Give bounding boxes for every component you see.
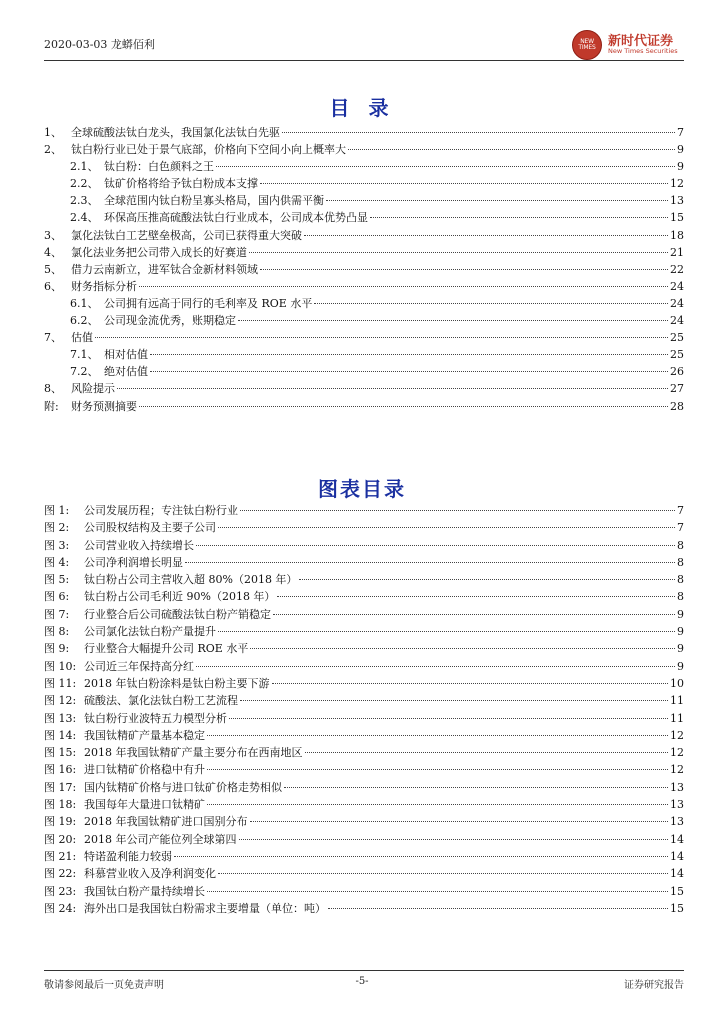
- entry-leader: [305, 752, 669, 753]
- figure-entry[interactable]: [44, 744, 684, 761]
- entry-leader: [207, 891, 668, 892]
- figure-entry[interactable]: [44, 883, 684, 900]
- entry-label: 氯化法业务把公司带入成长的好赛道: [71, 245, 247, 259]
- entry-number: 图 4:: [44, 555, 70, 569]
- toc-entry[interactable]: [44, 158, 684, 175]
- entry-label: 2018 年钛白粉涂料是钛白粉主要下游: [84, 676, 270, 690]
- entry-number: 图 11:: [44, 676, 77, 690]
- entry-page: 14: [670, 867, 684, 881]
- entry-label: 财务指标分析: [71, 279, 137, 293]
- entry-number: 图 24:: [44, 901, 77, 915]
- entry-number: 6.2、: [70, 314, 99, 328]
- entry-page: 24: [670, 314, 684, 328]
- entry-number: 6.1、: [70, 296, 99, 310]
- entry-leader: [239, 839, 669, 840]
- header-divider: [44, 60, 684, 61]
- entry-label: 公司净利润增长明显: [84, 555, 183, 569]
- entry-number: 8、: [44, 382, 62, 396]
- entry-leader: [174, 856, 668, 857]
- entry-page: 9: [677, 659, 684, 673]
- toc-entry[interactable]: [44, 124, 684, 141]
- entry-label: 公司股权结构及主要子公司: [84, 521, 216, 535]
- entry-label: 钛白粉占公司主营收入超 80%（2018 年）: [84, 573, 298, 587]
- entry-leader: [260, 183, 668, 184]
- entry-number: 图 18:: [44, 798, 77, 812]
- entry-label: 国内钛精矿价格与进口钛矿价格走势相似: [84, 780, 282, 794]
- entry-number: 图 10:: [44, 659, 77, 673]
- entry-number: 7.1、: [70, 348, 99, 362]
- entry-label: 绝对估值: [104, 365, 148, 379]
- entry-label: 2018 年我国钛精矿进口国别分布: [84, 815, 248, 829]
- toc-entry[interactable]: [44, 209, 684, 226]
- toc-entry[interactable]: [44, 295, 684, 312]
- figure-entry[interactable]: [44, 554, 684, 571]
- entry-leader: [370, 217, 668, 218]
- entry-number: 7.2、: [70, 365, 99, 379]
- entry-label: 硫酸法、氯化法钛白粉工艺流程: [84, 694, 238, 708]
- entry-leader: [260, 269, 668, 270]
- entry-page: 14: [670, 832, 684, 846]
- entry-label: 2018 年我国钛精矿产量主要分布在西南地区: [84, 746, 303, 760]
- entry-leader: [150, 371, 668, 372]
- entry-label: 我国钛白粉产量持续增长: [84, 884, 205, 898]
- toc-entry[interactable]: [44, 244, 684, 261]
- figure-entry[interactable]: [44, 727, 684, 744]
- entry-number: 图 19:: [44, 815, 77, 829]
- entry-label: 特诺盈利能力较弱: [84, 849, 172, 863]
- entry-leader: [314, 303, 668, 304]
- entry-leader: [150, 354, 668, 355]
- entry-number: 图 22:: [44, 867, 77, 881]
- entry-label: 相对估值: [104, 348, 148, 362]
- figure-entry[interactable]: [44, 710, 684, 727]
- entry-page: 10: [670, 676, 684, 690]
- entry-leader: [284, 787, 668, 788]
- figure-entry[interactable]: [44, 779, 684, 796]
- entry-page: 9: [677, 607, 684, 621]
- figure-entry[interactable]: [44, 658, 684, 675]
- entry-leader: [139, 286, 668, 287]
- figure-entry[interactable]: [44, 692, 684, 709]
- toc-entry[interactable]: [44, 329, 684, 346]
- entry-number: 2.4、: [70, 211, 99, 225]
- toc-entry[interactable]: [44, 312, 684, 329]
- entry-page: 13: [670, 798, 684, 812]
- figure-entry[interactable]: [44, 900, 684, 917]
- entry-label: 公司营业收入持续增长: [84, 538, 194, 552]
- entry-label: 行业整合后公司硫酸法钛白粉产销稳定: [84, 607, 271, 621]
- entry-label: 钛白粉占公司毛利近 90%（2018 年）: [84, 590, 276, 604]
- entry-number: 图 1:: [44, 504, 70, 517]
- company-logo: [572, 28, 690, 58]
- entry-label: 风险提示: [71, 382, 115, 396]
- figure-entry[interactable]: [44, 640, 684, 657]
- toc-entry[interactable]: [44, 346, 684, 363]
- entry-label: 环保高压推高硫酸法钛白行业成本，公司成本优势凸显: [104, 211, 368, 225]
- figure-entry[interactable]: [44, 571, 684, 588]
- entry-label: 氯化法钛白工艺壁垒极高，公司已获得重大突破: [71, 228, 302, 242]
- toc-entry[interactable]: [44, 175, 684, 192]
- footer-disclaimer: 敬请参阅最后一页免责声明: [44, 980, 164, 991]
- figure-entry[interactable]: [44, 831, 684, 848]
- entry-page: 13: [670, 780, 684, 794]
- figure-list-title: 图表目录: [318, 477, 406, 501]
- entry-number: 图 8:: [44, 625, 70, 639]
- entry-page: 24: [670, 279, 684, 293]
- figure-entry[interactable]: [44, 519, 684, 536]
- entry-number: 图 6:: [44, 590, 70, 604]
- entry-page: 22: [670, 262, 684, 276]
- entry-number: 1、: [44, 126, 62, 139]
- entry-page: 15: [670, 211, 684, 225]
- entry-number: 6、: [44, 279, 62, 293]
- entry-label: 公司氯化法钛白粉产量提升: [84, 625, 216, 639]
- entry-page: 9: [677, 160, 684, 174]
- entry-leader: [207, 804, 668, 805]
- entry-leader: [218, 527, 675, 528]
- entry-page: 14: [670, 849, 684, 863]
- figure-entry[interactable]: [44, 761, 684, 778]
- entry-label: 公司发展历程；专注钛白粉行业: [84, 504, 238, 517]
- entry-leader: [95, 337, 668, 338]
- entry-number: 图 14:: [44, 728, 77, 742]
- entry-page: 15: [670, 901, 684, 915]
- entry-leader: [238, 320, 668, 321]
- entry-label: 公司现金流优秀，账期稳定: [104, 314, 236, 328]
- entry-number: 图 13:: [44, 711, 77, 725]
- figure-entry[interactable]: [44, 623, 684, 640]
- entry-page: 7: [677, 521, 684, 535]
- entry-leader: [216, 166, 675, 167]
- entry-label: 我国钛精矿产量基本稳定: [84, 728, 205, 742]
- entry-leader: [277, 596, 675, 597]
- footer-divider: [44, 970, 684, 971]
- entry-page: 18: [670, 228, 684, 242]
- entry-leader: [218, 631, 675, 632]
- entry-page: 24: [670, 296, 684, 310]
- figure-entry[interactable]: [44, 606, 684, 623]
- entry-number: 附:: [44, 399, 59, 413]
- toc-title: 目 录: [329, 96, 395, 120]
- entry-leader: [328, 908, 668, 909]
- entry-page: 8: [677, 555, 684, 569]
- entry-page: 28: [670, 399, 684, 413]
- entry-number: 图 5:: [44, 573, 70, 587]
- entry-leader: [282, 132, 675, 133]
- entry-number: 图 20:: [44, 832, 77, 846]
- entry-leader: [207, 735, 668, 736]
- entry-leader: [196, 545, 675, 546]
- toc-entry[interactable]: [44, 141, 684, 158]
- figure-entry[interactable]: [44, 813, 684, 830]
- entry-number: 图 16:: [44, 763, 77, 777]
- figure-entry[interactable]: [44, 796, 684, 813]
- entry-page: 12: [670, 763, 684, 777]
- entry-leader: [326, 200, 668, 201]
- figure-entry[interactable]: [44, 865, 684, 882]
- entry-label: 进口钛精矿价格稳中有升: [84, 763, 205, 777]
- entry-number: 3、: [44, 228, 62, 242]
- entry-page: 7: [677, 504, 684, 517]
- entry-label: 海外出口是我国钛白粉需求主要增量（单位：吨）: [84, 901, 326, 915]
- entry-number: 图 12:: [44, 694, 77, 708]
- entry-label: 我国每年大量进口钛精矿: [84, 798, 205, 812]
- figure-entry[interactable]: [44, 537, 684, 554]
- entry-label: 全球硫酸法钛白龙头，我国氯化法钛白先驱: [71, 126, 280, 139]
- entry-leader: [304, 235, 668, 236]
- entry-number: 2.1、: [70, 160, 99, 174]
- entry-label: 钛白粉行业波特五力模型分析: [84, 711, 227, 725]
- entry-number: 2、: [44, 143, 62, 157]
- entry-page: 15: [670, 884, 684, 898]
- entry-page: 25: [670, 348, 684, 362]
- toc-entry[interactable]: [44, 278, 684, 295]
- entry-page: 9: [677, 642, 684, 656]
- entry-number: 图 7:: [44, 607, 70, 621]
- entry-page: 26: [670, 365, 684, 379]
- entry-number: 7、: [44, 331, 62, 345]
- entry-label: 2018 年公司产能位列全球第四: [84, 832, 237, 846]
- figure-list: [44, 502, 684, 917]
- toc-entry[interactable]: [44, 398, 684, 415]
- figure-entry[interactable]: [44, 675, 684, 692]
- entry-label: 公司拥有远高于同行的毛利率及 ROE 水平: [104, 296, 313, 310]
- entry-number: 2.3、: [70, 194, 99, 208]
- entry-leader: [348, 149, 675, 150]
- entry-leader: [272, 683, 669, 684]
- entry-leader: [196, 666, 675, 667]
- toc-list: [44, 124, 684, 415]
- figure-entry[interactable]: [44, 502, 684, 519]
- entry-leader: [229, 718, 668, 719]
- entry-page: 8: [677, 590, 684, 604]
- entry-label: 公司近三年保持高分红: [84, 659, 194, 673]
- entry-page: 12: [670, 746, 684, 760]
- toc-entry[interactable]: [44, 380, 684, 397]
- entry-label: 估值: [71, 331, 93, 345]
- entry-number: 图 21:: [44, 849, 77, 863]
- entry-page: 13: [670, 815, 684, 829]
- entry-page: 8: [677, 538, 684, 552]
- toc-entry[interactable]: [44, 192, 684, 209]
- entry-leader: [299, 579, 675, 580]
- entry-leader: [273, 614, 675, 615]
- entry-page: 11: [670, 694, 684, 708]
- entry-leader: [185, 562, 675, 563]
- entry-leader: [218, 873, 668, 874]
- figure-entry[interactable]: [44, 848, 684, 865]
- entry-page: 25: [670, 331, 684, 345]
- entry-label: 钛白粉行业已处于景气底部，价格向下空间小向上概率大: [71, 143, 346, 157]
- entry-number: 图 23:: [44, 884, 77, 898]
- entry-leader: [240, 700, 668, 701]
- entry-page: 21: [670, 245, 684, 259]
- entry-label: 全球范围内钛白粉呈寡头格局，国内供需平衡: [104, 194, 324, 208]
- entry-label: 财务预测摘要: [71, 399, 137, 413]
- toc-entry[interactable]: [44, 227, 684, 244]
- footer-report-type: 证券研究报告: [624, 980, 684, 991]
- entry-number: 图 3:: [44, 538, 70, 552]
- entry-label: 科慕营业收入及净利润变化: [84, 867, 216, 881]
- toc-entry[interactable]: [44, 363, 684, 380]
- footer-page-number: -5-: [355, 976, 369, 987]
- entry-label: 借力云南新立，进军钛合金新材料领域: [71, 262, 258, 276]
- entry-label: 行业整合大幅提升公司 ROE 水平: [84, 642, 249, 656]
- entry-leader: [249, 252, 668, 253]
- entry-number: 图 9:: [44, 642, 70, 656]
- entry-page: 12: [670, 177, 684, 191]
- entry-number: 5、: [44, 262, 62, 276]
- entry-page: 9: [677, 625, 684, 639]
- figure-entry[interactable]: [44, 588, 684, 605]
- entry-number: 图 15:: [44, 746, 77, 760]
- entry-leader: [207, 769, 668, 770]
- entry-page: 27: [670, 382, 684, 396]
- logo-english-name: New Times Securities: [608, 47, 678, 55]
- toc-entry[interactable]: [44, 261, 684, 278]
- entry-leader: [240, 510, 675, 511]
- logo-chinese-name: 新时代证券: [608, 34, 674, 49]
- entry-page: 11: [670, 711, 684, 725]
- entry-leader: [117, 388, 668, 389]
- entry-number: 4、: [44, 245, 62, 259]
- entry-label: 钛矿价格将给予钛白粉成本支撑: [104, 177, 258, 191]
- entry-page: 12: [670, 728, 684, 742]
- logo-mark-icon: NEW TIMES: [572, 30, 602, 60]
- entry-page: 7: [677, 126, 684, 139]
- header-date-company: 2020-03-03 龙蟒佰利: [44, 38, 155, 51]
- entry-number: 图 2:: [44, 521, 70, 535]
- entry-leader: [139, 406, 668, 407]
- entry-leader: [250, 648, 675, 649]
- entry-page: 9: [677, 143, 684, 157]
- entry-leader: [250, 821, 669, 822]
- entry-label: 钛白粉：白色颜料之王: [104, 160, 214, 174]
- entry-number: 图 17:: [44, 780, 77, 794]
- entry-page: 13: [670, 194, 684, 208]
- entry-page: 8: [677, 573, 684, 587]
- entry-number: 2.2、: [70, 177, 99, 191]
